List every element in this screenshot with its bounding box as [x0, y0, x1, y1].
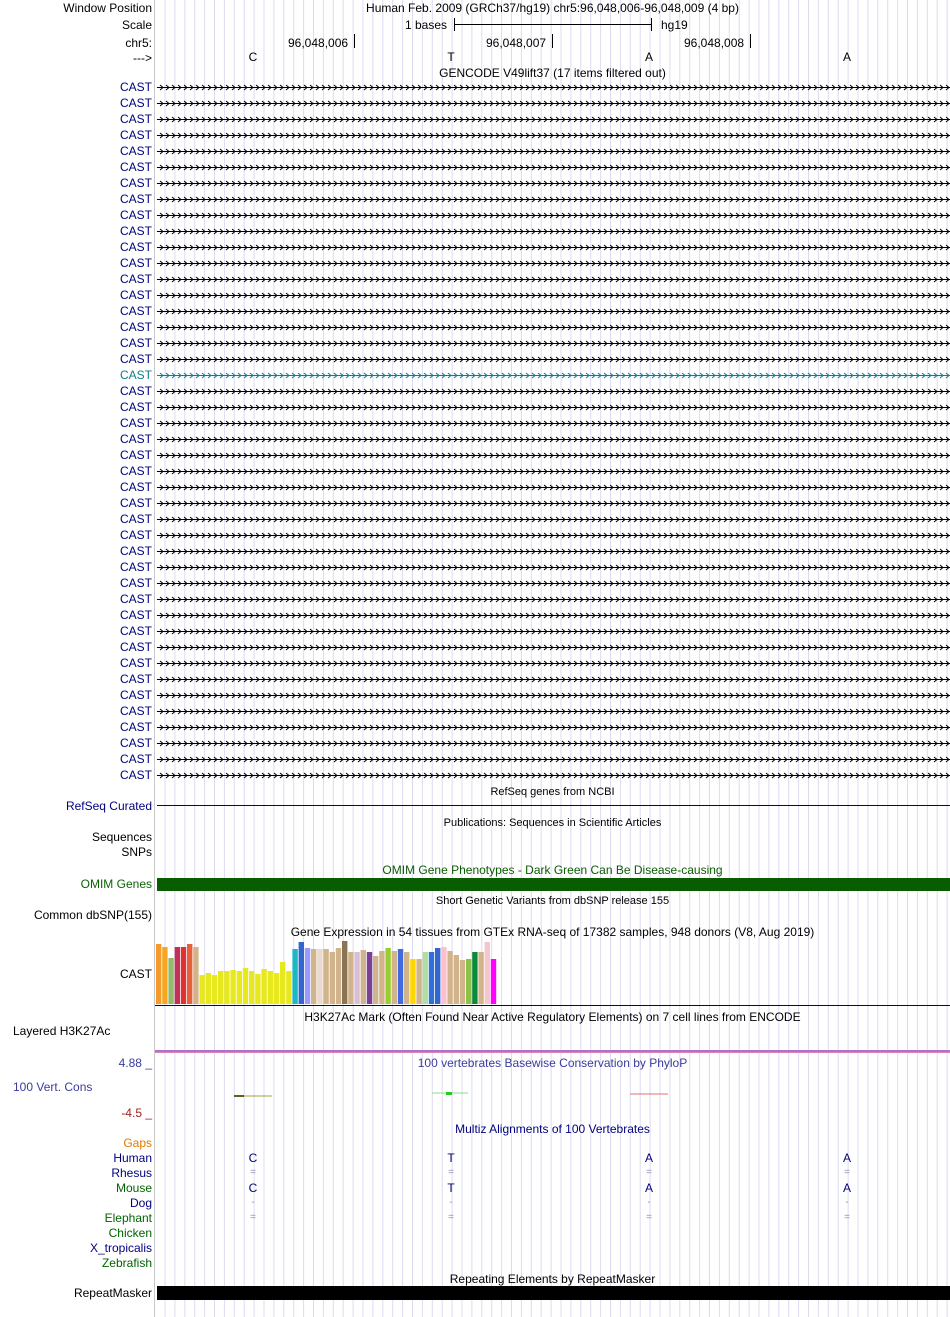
gencode-item-label[interactable]: CAST [119, 208, 152, 222]
gtex-tissue-bar [379, 951, 384, 1004]
window-position-text: Human Feb. 2009 (GRCh37/hg19) chr5:96,048,006-96,048,009 (4 bp) [366, 1, 739, 15]
gtex-tissue-bar [392, 951, 397, 1004]
gencode-strand-arrow-row [160, 85, 949, 90]
gtex-tissue-bar [212, 975, 217, 1004]
gencode-item-label[interactable]: CAST [119, 688, 152, 702]
gencode-item-label[interactable]: CAST [119, 176, 152, 190]
gencode-item-label[interactable]: CAST [119, 272, 152, 286]
gencode-item-label[interactable]: CAST [119, 704, 152, 718]
publications-label-line1[interactable]: Sequences [91, 830, 152, 844]
gencode-strand-arrow-row [160, 197, 949, 202]
phylop-max-label: 4.88 _ [118, 1056, 152, 1070]
gencode-item-label[interactable]: CAST [119, 368, 152, 382]
gtex-tissue-bar [292, 949, 297, 1004]
multiz-species-label[interactable]: Human [113, 1151, 152, 1165]
gtex-tissue-bar [361, 950, 366, 1004]
multiz-aligned-base: = [448, 1167, 454, 1178]
multiz-species-label[interactable]: Zebrafish [101, 1256, 152, 1270]
gencode-item-label[interactable]: CAST [119, 160, 152, 174]
h3k27ac-signal-line-pink [155, 1052, 950, 1053]
gencode-strand-arrow-row [160, 501, 949, 506]
gtex-tissue-bar [466, 959, 471, 1004]
gencode-strand-arrow-row [160, 389, 949, 394]
gtex-tissue-bar [460, 960, 465, 1004]
gencode-strand-arrow-row [160, 709, 949, 714]
gencode-item-label[interactable]: CAST [119, 480, 152, 494]
gencode-item-label[interactable]: CAST [119, 288, 152, 302]
gencode-strand-arrow-row [160, 725, 949, 730]
multiz-aligned-base: - [647, 1197, 651, 1208]
gtex-tissue-bar [435, 948, 440, 1004]
gtex-tissue-bar [156, 944, 161, 1004]
gtex-tissue-bar [168, 958, 173, 1004]
gtex-tissue-bar [317, 949, 322, 1004]
gencode-strand-arrow-row [160, 741, 949, 746]
phylop-track-label[interactable]: 100 Vert. Cons [13, 1080, 93, 1094]
gencode-item-label[interactable]: CAST [119, 144, 152, 158]
multiz-species-label[interactable]: Chicken [108, 1226, 152, 1240]
gencode-item-label[interactable]: CAST [119, 256, 152, 270]
multiz-species-label[interactable]: Mouse [115, 1181, 152, 1195]
gtex-tissue-bar [478, 952, 483, 1004]
gtex-tissue-bar [181, 947, 186, 1004]
multiz-aligned-base: C [248, 1151, 258, 1165]
gencode-strand-arrow-row [160, 549, 949, 554]
gtex-tissue-bar [255, 974, 260, 1004]
gtex-tissue-bar [237, 971, 242, 1004]
gtex-tissue-bar [373, 956, 378, 1004]
gtex-track-title[interactable]: Gene Expression in 54 tissues from GTEx RNA-seq of 17382 samples, 948 donors (V8, Aug 2019) [290, 925, 815, 939]
gtex-tissue-bar [354, 952, 359, 1004]
gencode-strand-arrow-row [160, 421, 949, 426]
gencode-strand-arrow-row [160, 453, 949, 458]
multiz-aligned-base: = [646, 1167, 652, 1178]
gtex-tissue-bar [472, 952, 477, 1004]
gtex-tissue-bar [230, 970, 235, 1004]
gtex-tissue-bar [249, 971, 254, 1004]
gencode-track-title[interactable]: GENCODE V49lift37 (17 items filtered out) [439, 66, 666, 80]
gencode-strand-arrow-row [160, 757, 949, 762]
multiz-aligned-base: = [844, 1212, 850, 1223]
scale-text: 1 bases [405, 18, 448, 32]
gencode-strand-arrow-row [160, 565, 949, 570]
multiz-aligned-base: = [844, 1167, 850, 1178]
gencode-item-label[interactable]: CAST [119, 400, 152, 414]
gtex-tissue-bar [193, 947, 198, 1004]
gencode-item-label[interactable]: CAST [119, 768, 152, 782]
gtex-bar-chart[interactable] [155, 938, 535, 1006]
gencode-item-label[interactable]: CAST [119, 240, 152, 254]
multiz-species-label[interactable]: Dog [129, 1196, 152, 1210]
gencode-item-label[interactable]: CAST [119, 320, 152, 334]
gencode-item-label[interactable]: CAST [119, 608, 152, 622]
multiz-species-label[interactable]: Elephant [104, 1211, 152, 1225]
gtex-tissue-bar [175, 947, 180, 1004]
gtex-tissue-bar [410, 959, 415, 1004]
gencode-item-label[interactable]: CAST [119, 304, 152, 318]
gtex-tissue-bar [261, 969, 266, 1004]
gencode-item-label[interactable]: CAST [119, 224, 152, 238]
refseq-gene-line[interactable] [157, 805, 950, 806]
gencode-item-label[interactable]: CAST [119, 128, 152, 142]
gtex-tissue-bar [199, 975, 204, 1004]
omim-track-title[interactable]: OMIM Gene Phenotypes - Dark Green Can Be Disease-causing [382, 863, 723, 877]
gencode-strand-arrow-row [160, 533, 949, 538]
gtex-tissue-bar [162, 947, 167, 1004]
gencode-item-label[interactable]: CAST [119, 96, 152, 110]
ref-base-3: A [644, 50, 653, 64]
gencode-item-label[interactable]: CAST [119, 352, 152, 366]
gencode-item-label[interactable]: CAST [119, 656, 152, 670]
gencode-strand-arrow-row [160, 613, 949, 618]
gencode-strand-arrow-row [160, 405, 949, 410]
gencode-item-label[interactable]: CAST [119, 624, 152, 638]
gtex-tissue-bar [447, 951, 452, 1004]
publications-track-title[interactable]: Publications: Sequences in Scientific Articles [443, 817, 662, 829]
gtex-tissue-bar [224, 971, 229, 1004]
omim-gene-bar[interactable] [157, 878, 950, 891]
gtex-tissue-bar [206, 973, 211, 1004]
gtex-tissue-bar [286, 971, 291, 1004]
gencode-item-label[interactable]: CAST [119, 416, 152, 430]
repeatmasker-bar[interactable] [157, 1286, 950, 1300]
multiz-aligned-base: C [248, 1181, 258, 1195]
gencode-item-label[interactable]: CAST [119, 720, 152, 734]
ref-base-1: C [248, 50, 258, 64]
multiz-aligned-base: T [447, 1181, 455, 1195]
gencode-item-label[interactable]: CAST [119, 496, 152, 510]
gtex-tissue-bar [404, 952, 409, 1004]
gencode-item-label[interactable]: CAST [119, 528, 152, 542]
gtex-tissue-bar [323, 949, 328, 1004]
gencode-item-label[interactable]: CAST [119, 512, 152, 526]
gencode-strand-arrow-row [160, 645, 949, 650]
gtex-tissue-bar [491, 959, 496, 1004]
multiz-aligned-base: A [644, 1151, 653, 1165]
gtex-tissue-bar [441, 947, 446, 1004]
gencode-strand-arrow-row [160, 261, 949, 266]
gencode-strand-arrow-row [160, 677, 949, 682]
position-1: 96,048,006 [288, 36, 349, 50]
gencode-strand-arrow-row [160, 341, 949, 346]
gencode-strand-arrow-row [160, 245, 949, 250]
window-position-label: Window Position [63, 1, 152, 15]
refseq-track-label[interactable]: RefSeq Curated [65, 799, 152, 813]
h3k27ac-track-label[interactable]: Layered H3K27Ac [13, 1024, 111, 1038]
gencode-item-label[interactable]: CAST [119, 640, 152, 654]
gencode-item-label[interactable]: CAST [119, 384, 152, 398]
gencode-item-label[interactable]: CAST [119, 192, 152, 206]
gencode-strand-arrow-row [160, 325, 949, 330]
gencode-strand-arrow-row [160, 629, 949, 634]
scale-label: Scale [121, 18, 152, 32]
gencode-strand-arrow-row [160, 773, 949, 778]
gtex-tissue-bar [311, 949, 316, 1004]
gencode-strand-arrow-row [160, 581, 949, 586]
phylop-track-title[interactable]: 100 vertebrates Basewise Conservation by PhyloP [417, 1056, 688, 1070]
multiz-aligned-base: = [448, 1212, 454, 1223]
gencode-item-label[interactable]: CAST [119, 576, 152, 590]
repeatmasker-track-title[interactable]: Repeating Elements by RepeatMasker [449, 1272, 656, 1286]
gtex-tissue-bar [268, 971, 273, 1004]
multiz-aligned-base: A [842, 1151, 851, 1165]
gtex-tissue-bar [336, 948, 341, 1004]
gencode-strand-arrow-row [160, 277, 949, 282]
gencode-strand-arrow-row [160, 309, 949, 314]
scale-assembly: hg19 [661, 18, 688, 32]
gtex-track-bottom-line [155, 1005, 950, 1006]
multiz-aligned-base: = [250, 1212, 256, 1223]
multiz-aligned-base: - [251, 1197, 255, 1208]
dbsnp-track-label[interactable]: Common dbSNP(155) [33, 908, 152, 922]
multiz-aligned-base: - [449, 1197, 453, 1208]
multiz-track-title[interactable]: Multiz Alignments of 100 Vertebrates [455, 1122, 650, 1136]
gencode-strand-arrow-row [160, 293, 949, 298]
multiz-aligned-base: = [250, 1167, 256, 1178]
gencode-item-label[interactable]: CAST [119, 432, 152, 446]
position-2: 96,048,007 [486, 36, 547, 50]
gencode-strand-arrow-row [160, 485, 949, 490]
multiz-aligned-base: A [644, 1181, 653, 1195]
publications-label-line2[interactable]: SNPs [121, 845, 152, 859]
gtex-tissue-bar [274, 973, 279, 1004]
multiz-species-label[interactable]: X_tropicalis [89, 1241, 152, 1255]
gtex-tissue-bar [416, 959, 421, 1004]
gencode-strand-arrow-row [160, 693, 949, 698]
gencode-strand-arrow-row [160, 117, 949, 122]
gtex-tissue-bar [342, 941, 347, 1004]
gencode-item-label[interactable]: CAST [119, 736, 152, 750]
gtex-tissue-bar [187, 944, 192, 1004]
gencode-strand-arrow-row [160, 357, 949, 362]
gtex-track-label[interactable]: CAST [119, 967, 152, 981]
repeatmasker-track-label[interactable]: RepeatMasker [73, 1286, 152, 1300]
gtex-tissue-bar [385, 948, 390, 1004]
multiz-aligned-base: T [447, 1151, 455, 1165]
gencode-strand-arrow-row [160, 437, 949, 442]
gtex-tissue-bar [305, 948, 310, 1004]
gencode-item-label[interactable]: CAST [119, 752, 152, 766]
phylop-score-2-fill [446, 1092, 452, 1095]
gencode-strand-arrow-row [160, 517, 949, 522]
gencode-item-label[interactable]: CAST [119, 464, 152, 478]
gencode-strand-arrow-row [160, 149, 949, 154]
gencode-strand-arrow-row [160, 181, 949, 186]
gtex-tissue-bar [330, 952, 335, 1004]
gencode-strand-arrow-row [160, 229, 949, 234]
gtex-tissue-bar [367, 952, 372, 1004]
gtex-tissue-bar [429, 952, 434, 1004]
gtex-tissue-bar [280, 962, 285, 1004]
gencode-strand-arrow-row [160, 373, 949, 378]
gencode-item-label[interactable]: CAST [119, 672, 152, 686]
omim-track-label[interactable]: OMIM Genes [80, 877, 152, 891]
gtex-tissue-bar [348, 952, 353, 1004]
gtex-tissue-bar [243, 968, 248, 1004]
refseq-track-title[interactable]: RefSeq genes from NCBI [490, 786, 615, 798]
position-3: 96,048,008 [684, 36, 745, 50]
gencode-item-label[interactable]: CAST [119, 336, 152, 350]
gencode-strand-arrow-row [160, 101, 949, 106]
h3k27ac-track-title[interactable]: H3K27Ac Mark (Often Found Near Active Regulatory Elements) on 7 cell lines from ENCODE [304, 1010, 801, 1024]
gtex-tissue-bar [454, 955, 459, 1004]
gencode-item-label[interactable]: CAST [119, 80, 152, 94]
gencode-strand-arrow-row [160, 597, 949, 602]
multiz-species-label[interactable]: Rhesus [111, 1166, 152, 1180]
gtex-tissue-bar [218, 971, 223, 1004]
gtex-tissue-bar [423, 952, 428, 1004]
phylop-min-label: -4.5 _ [121, 1106, 152, 1120]
gencode-item-label[interactable]: CAST [119, 560, 152, 574]
gencode-strand-arrow-row [160, 469, 949, 474]
gencode-item-label[interactable]: CAST [119, 592, 152, 606]
ref-base-4: A [842, 50, 851, 64]
ref-base-2: T [447, 50, 455, 64]
multiz-aligned-base: A [842, 1181, 851, 1195]
multiz-gaps-label[interactable]: Gaps [123, 1136, 152, 1150]
multiz-aligned-base: = [646, 1212, 652, 1223]
gtex-tissue-bar [485, 942, 490, 1004]
chrom-label: chr5: [125, 36, 152, 50]
gencode-strand-arrow-row [160, 165, 949, 170]
gtex-tissue-bar [398, 949, 403, 1004]
gencode-item-label[interactable]: CAST [119, 448, 152, 462]
gencode-strand-arrow-row [160, 213, 949, 218]
dbsnp-track-title[interactable]: Short Genetic Variants from dbSNP release 155 [435, 895, 670, 907]
gencode-item-label[interactable]: CAST [119, 112, 152, 126]
gtex-tissue-bar [299, 942, 304, 1004]
phylop-signal [0, 1090, 950, 1100]
strand-label: ---> [133, 51, 152, 65]
gencode-strand-arrow-row [160, 133, 949, 138]
gencode-strand-arrow-row [160, 661, 949, 666]
multiz-aligned-base: - [845, 1197, 849, 1208]
gencode-item-label[interactable]: CAST [119, 544, 152, 558]
